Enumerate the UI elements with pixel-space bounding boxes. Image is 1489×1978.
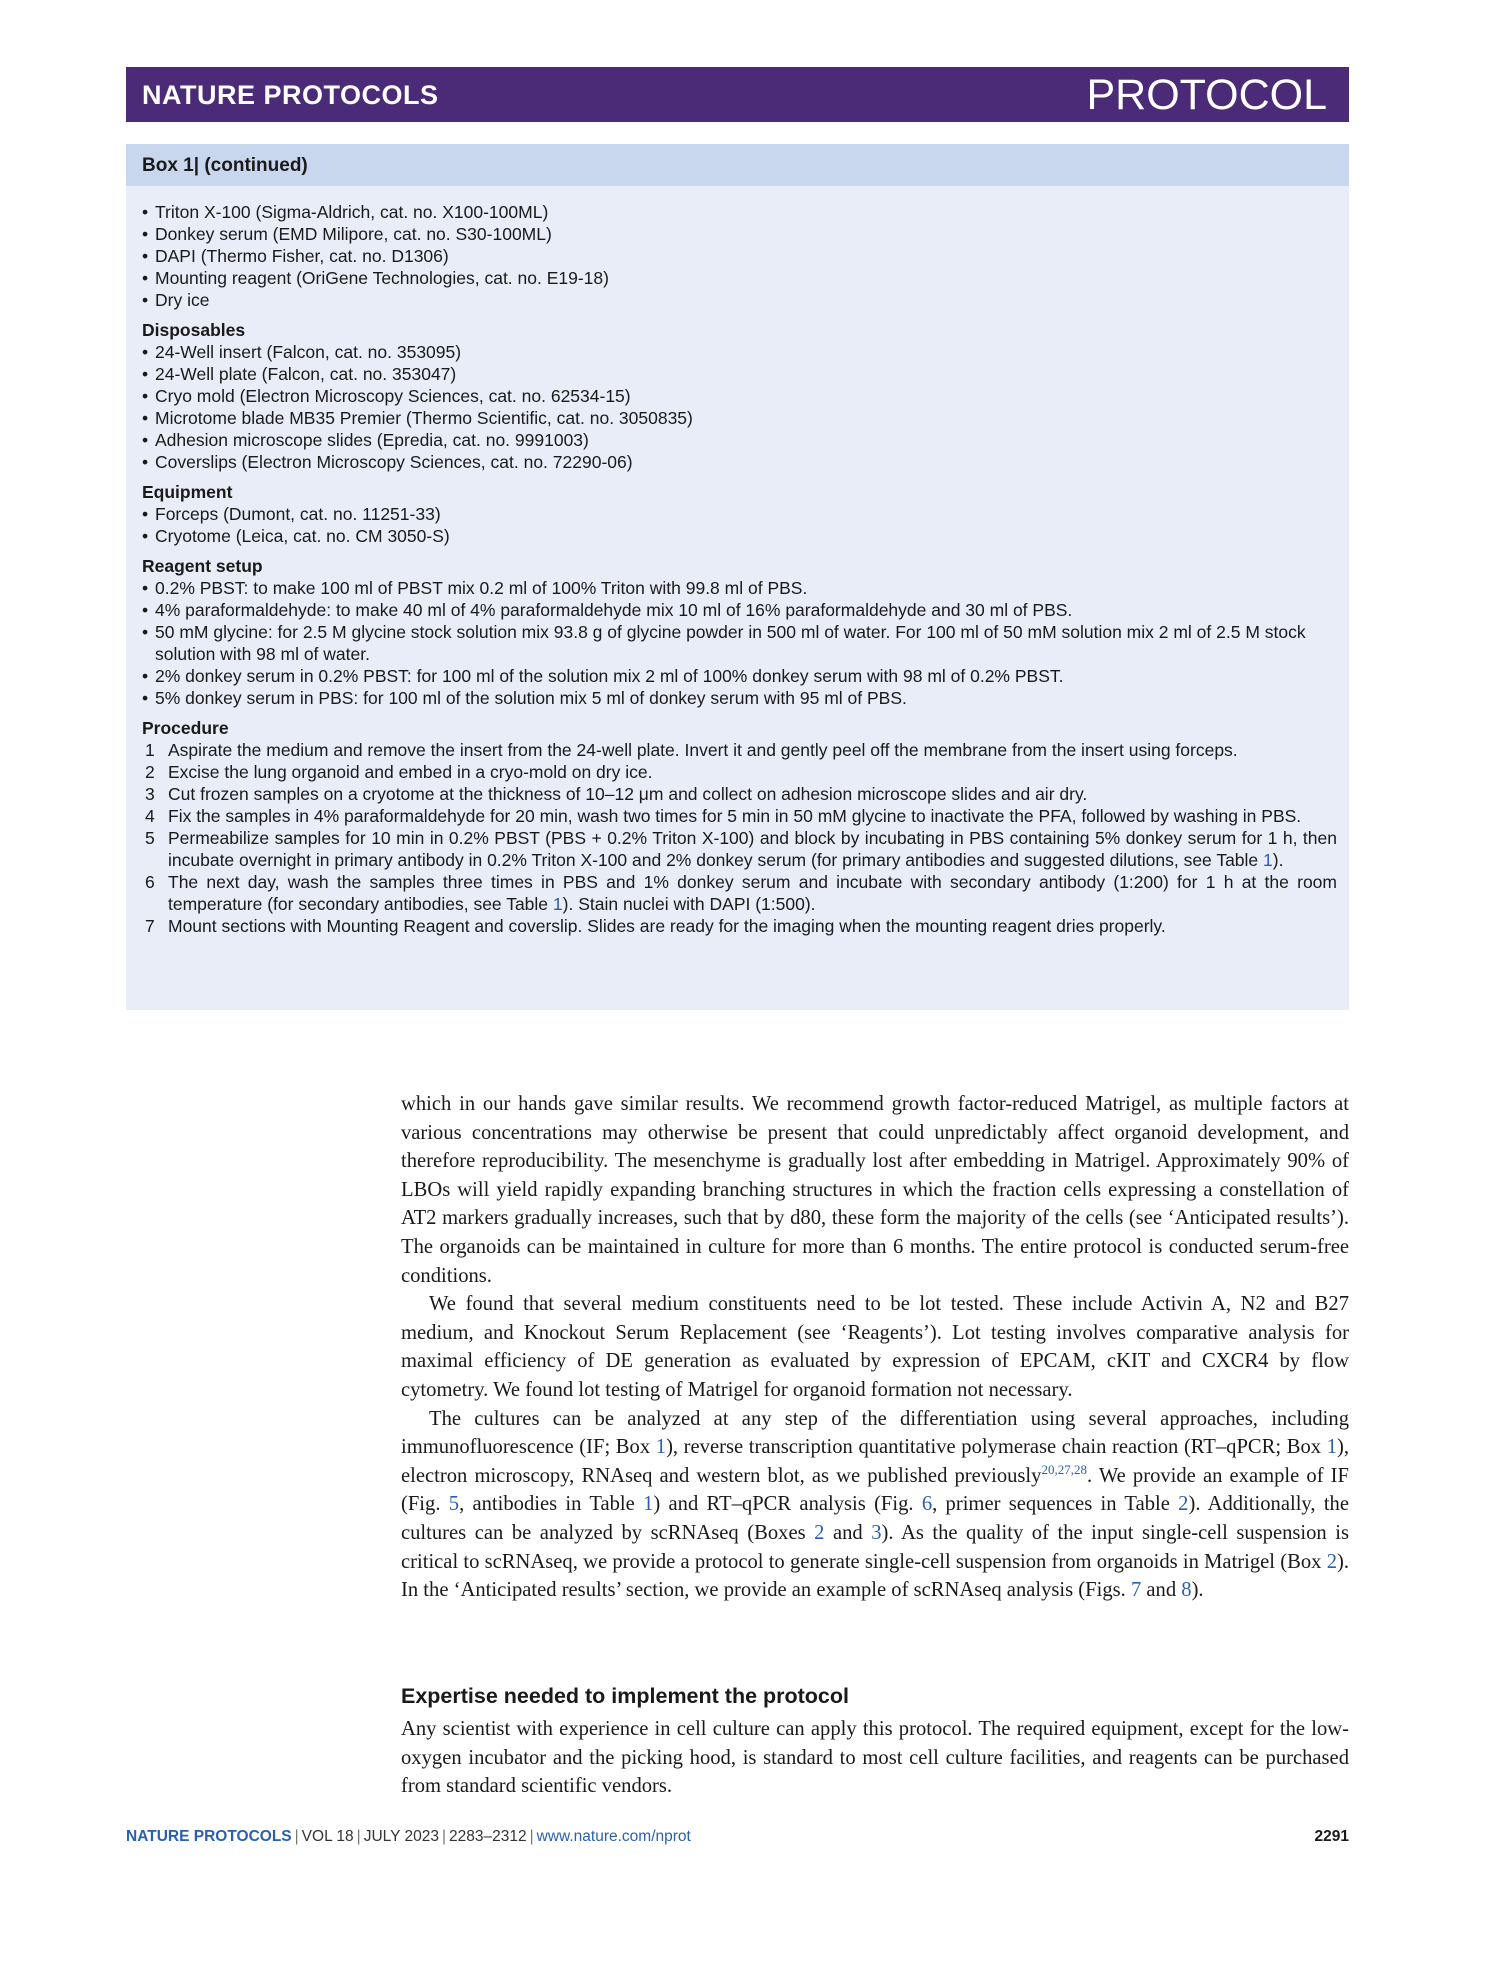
paragraph (401, 1405, 1349, 1605)
box-link[interactable]: 2 (814, 1521, 825, 1544)
paragraph-text: , primer sequences in Table (932, 1493, 1179, 1516)
step-number: 2 (145, 762, 155, 782)
step-number: 5 (145, 828, 155, 848)
procedure-heading: Procedure (142, 718, 229, 738)
table-link[interactable]: 2 (1178, 1493, 1189, 1516)
procedure-step (142, 783, 1337, 805)
list-item: • Donkey serum (EMD Milipore, cat. no. S30-100ML) (142, 223, 1337, 245)
table-link[interactable]: 1 (552, 894, 563, 914)
figure-link[interactable]: 5 (448, 1493, 460, 1516)
footer-pages: 2283–2312 (449, 1828, 527, 1845)
footer-url-link[interactable]: www.nature.com/nprot (536, 1828, 691, 1845)
step-text: Aspirate the medium and remove the insert from the 24-well plate. Invert it and gently peel off the membrane from the insert using forceps. (168, 740, 1238, 760)
paragraph-text: ). In the ‘Anticipated results’ section, we provide an example of scRNAseq analysis (Figs. (401, 1550, 1349, 1602)
table-link[interactable]: 1 (643, 1493, 654, 1516)
procedure-step (142, 805, 1337, 827)
step-text: Cut frozen samples on a cryotome at the thickness of 10–12 μm and collect on adhesion microscope slides and air dry. (168, 784, 1088, 804)
disposables-heading: Disposables (142, 320, 246, 340)
paragraph-text: ), electron microscopy, RNAseq and western blot, as we published previously (401, 1436, 1349, 1487)
list-item: • Cryotome (Leica, cat. no. CM 3050-S) (142, 525, 1337, 547)
box-title-bar (126, 144, 1349, 186)
paragraph: which in our hands gave similar results. We recommend growth factor-reduced Matrigel, as multiple factors at various concentrations may otherwise be present that could unpredictably affect organoid development, and therefore reproducibility. The mesenchyme is gradually lost after embedding in Matrigel. Approximately 90% of LBOs will yield rapidly expanding branching structures in which the fraction cells expressing a constellation of AT2 markers gradually increases, such that by d80, these form the majority of the cells (see ‘Anticipated results’). The organoids can be maintained in culture for more than 6 months. The entire protocol is conducted serum-free conditions. (401, 1093, 1349, 1287)
figure-link[interactable]: 8 (1181, 1579, 1192, 1602)
box-link[interactable]: 2 (1326, 1550, 1337, 1573)
main-body-text (401, 1090, 1349, 1605)
paragraph-text: ) and RT–qPCR analysis (Fig. (653, 1493, 922, 1516)
list-item: • Dry ice (142, 289, 1337, 311)
journal-header-bar (126, 67, 1349, 122)
page-number: 2291 (1314, 1828, 1349, 1845)
list-item: • Coverslips (Electron Microscopy Sciences, cat. no. 72290-06) (142, 451, 1337, 473)
paragraph-text: The cultures can be analyzed at any step of the differentiation using several approaches, including immunofluorescence (IF; Box (401, 1407, 1349, 1459)
list-item: • 24-Well insert (Falcon, cat. no. 353095) (142, 341, 1337, 363)
step-number: 3 (145, 784, 155, 804)
step-text: Mount sections with Mounting Reagent and coverslip. Slides are ready for the imaging when the mounting reagent dries properly. (168, 916, 1166, 936)
figure-link[interactable]: 7 (1130, 1579, 1142, 1602)
footer-date: JULY 2023 (363, 1828, 439, 1845)
equipment-list (142, 503, 1337, 547)
paragraph-text: . We provide an example of IF (Fig. (401, 1464, 1349, 1516)
box-link[interactable]: 1 (1326, 1436, 1337, 1459)
disposables-list (142, 341, 1337, 473)
equipment-heading: Equipment (142, 482, 233, 502)
step-number: 4 (145, 806, 155, 826)
step-number: 1 (145, 740, 155, 760)
procedure-step (142, 871, 1337, 915)
paragraph-text: and (1141, 1579, 1182, 1602)
list-item: • 4% paraformaldehyde: to make 40 ml of 4% paraformaldehyde mix 10 ml of 16% paraformaldehyde and 30 ml of PBS. (142, 599, 1337, 621)
step-text: Excise the lung organoid and embed in a cryo-mold on dry ice. (168, 762, 653, 782)
reagent-setup-heading: Reagent setup (142, 556, 263, 576)
procedure-step (142, 739, 1337, 761)
step-text: The next day, wash the samples three times in PBS and 1% donkey serum and incubate with secondary antibody (1:200) for 1 h at the room temperature (for secondary antibodies, see Table (168, 872, 1337, 914)
footer-separator: | (356, 1828, 361, 1845)
procedure-step (142, 827, 1337, 871)
paragraph-text: , antibodies in Table (459, 1493, 644, 1516)
footer-volume: VOL 18 (301, 1828, 354, 1845)
step-number: 6 (145, 872, 155, 892)
reagents-list (142, 201, 1337, 311)
footer-journal[interactable]: NATURE PROTOCOLS (126, 1828, 292, 1845)
citation-link[interactable]: 20,27,28 (1041, 1461, 1087, 1477)
step-text: Fix the samples in 4% paraformaldehyde for 20 min, wash two times for 5 min in 50 mM glycine to inactivate the PFA, followed by washing in PBS. (168, 806, 1302, 826)
list-item: • Mounting reagent (OriGene Technologies, cat. no. E19-18) (142, 267, 1337, 289)
box-link[interactable]: 3 (871, 1521, 882, 1544)
list-item: • Microtome blade MB35 Premier (Thermo Scientific, cat. no. 3050835) (142, 407, 1337, 429)
list-item: • 24-Well plate (Falcon, cat. no. 353047) (142, 363, 1337, 385)
article-type: PROTOCOL (1086, 71, 1327, 119)
list-item: • DAPI (Thermo Fisher, cat. no. D1306) (142, 245, 1337, 267)
paragraph-text: ), reverse transcription quantitative polymerase chain reaction (RT–qPCR; Box (666, 1436, 1327, 1459)
reagent-setup-list (142, 577, 1337, 709)
list-item: • 2% donkey serum in 0.2% PBST: for 100 ml of the solution mix 2 ml of 100% donkey serum with 98 ml of 0.2% PBST. (142, 665, 1337, 687)
list-item: • Forceps (Dumont, cat. no. 11251-33) (142, 503, 1337, 525)
paragraph-text: and (824, 1521, 872, 1544)
step-text: Permeabilize samples for 10 min in 0.2% PBST (PBS + 0.2% Triton X-100) and block by incubating in PBS containing 5% donkey serum for 1 h, then incubate overnight in primary antibody in 0.2% Triton X-100 and 2% donkey serum (for primary antibodies and suggested dilutions, see Table (168, 828, 1337, 870)
table-link[interactable]: 1 (1263, 850, 1273, 870)
box-body (142, 201, 1337, 937)
step-text: ). Stain nuclei with DAPI (1:500). (562, 894, 816, 914)
list-item: • Cryo mold (Electron Microscopy Sciences, cat. no. 62534-15) (142, 385, 1337, 407)
paragraph-text: ). As the quality of the input single-cell suspension is critical to scRNAseq, we provide a protocol to generate single-cell suspension from organoids in Matrigel (Box (401, 1521, 1350, 1573)
section-heading: Expertise needed to implement the protocol (401, 1684, 849, 1708)
footer-separator: | (529, 1828, 534, 1845)
box-link[interactable]: 1 (655, 1436, 667, 1459)
footer-separator: | (441, 1828, 446, 1845)
procedure-list (142, 739, 1337, 937)
list-item: • Triton X-100 (Sigma-Aldrich, cat. no. X100-100ML) (142, 201, 1337, 223)
paragraph-text: ). (1191, 1579, 1204, 1602)
procedure-step (142, 915, 1337, 937)
list-item: • 50 mM glycine: for 2.5 M glycine stock solution mix 93.8 g of glycine powder in 500 ml of water. For 100 ml of 50 mM solution mix 2 ml of 2.5 M stock solution with 98 ml of water. (142, 621, 1337, 665)
step-number: 7 (145, 916, 155, 936)
figure-link[interactable]: 6 (921, 1493, 933, 1516)
box-1-continued (126, 144, 1349, 1010)
procedure-step (142, 761, 1337, 783)
paragraph: We found that several medium constituents need to be lot tested. These include Activin A, N2 and B27 medium, and Knockout Serum Replacement (see ‘Reagents’). Lot testing involves comparative analysis for maximal efficiency of DE generation as evaluated by expression of EPCAM, cKIT and CXCR4 by flow cytometry. We found lot testing of Matrigel for organoid formation not necessary. (401, 1293, 1349, 1401)
box-title: Box 1| (continued) (142, 155, 308, 176)
paragraph-text: ). Additionally, the cultures can be analyzed by scRNAseq (Boxes (401, 1493, 1349, 1544)
page-footer (126, 1828, 1349, 1846)
paragraph: Any scientist with experience in cell culture can apply this protocol. The required equipment, except for the low-oxygen incubator and the picking hood, is standard to most cell culture facilities, and reagents can be purchased from standard scientific vendors. (401, 1718, 1349, 1798)
list-item: • 5% donkey serum in PBS: for 100 ml of the solution mix 5 ml of donkey serum with 95 ml of PBS. (142, 687, 1337, 709)
list-item: • Adhesion microscope slides (Epredia, cat. no. 9991003) (142, 429, 1337, 451)
footer-separator: | (294, 1828, 299, 1845)
list-item: • 0.2% PBST: to make 100 ml of PBST mix 0.2 ml of 100% Triton with 99.8 ml of PBS. (142, 577, 1337, 599)
step-text: ). (1272, 850, 1284, 870)
journal-name: NATURE PROTOCOLS (142, 80, 439, 110)
